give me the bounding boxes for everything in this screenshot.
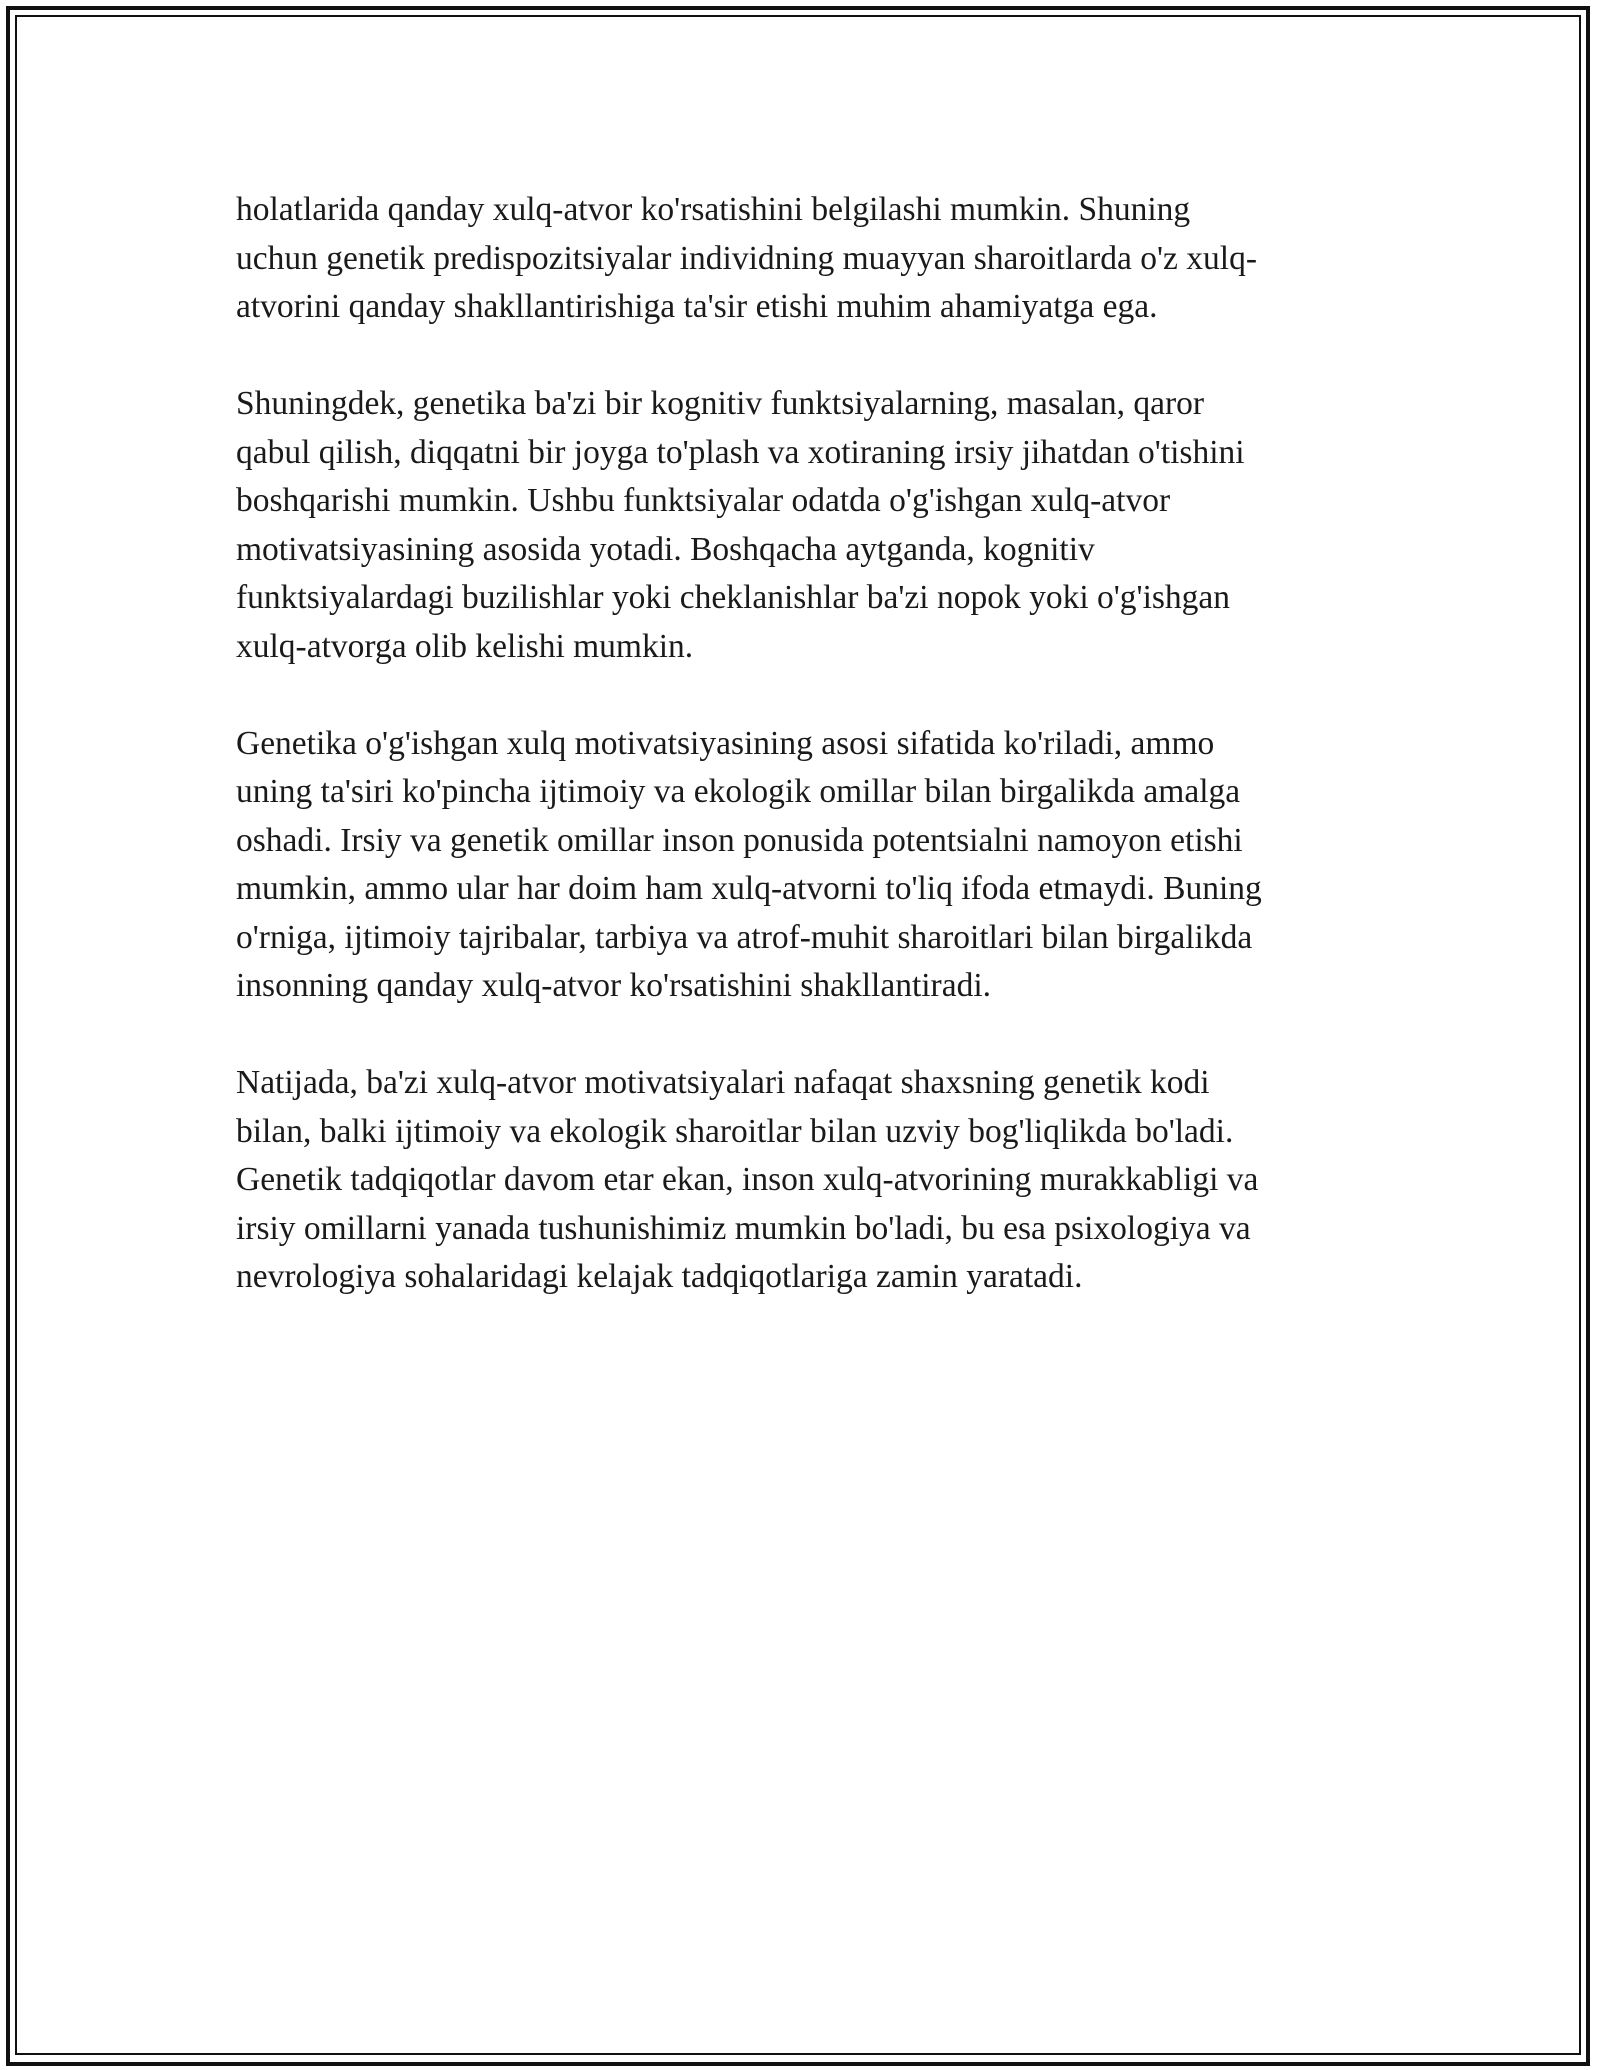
text-line: qabul qilish, diqqatni bir joyga to'plash va xotiraning irsiy jihatdan o'tishini (236, 433, 1245, 471)
text-line: nevrologiya sohalaridagi kelajak tadqiqotlariga zamin yaratadi. (236, 1258, 1083, 1295)
text-line: mumkin, ammo ular har doim ham xulq-atvorni to'liq ifoda etmaydi. Buning (236, 870, 1262, 907)
text-line: Genetik tadqiqotlar davom etar ekan, inson xulq-atvorining murakkabligi va (236, 1161, 1259, 1198)
text-line: holatlarida qanday xulq-atvor ko'rsatishini belgilashi mumkin. Shuning (236, 191, 1191, 228)
text-line: Natijada, ba'zi xulq-atvor motivatsiyalari nafaqat shaxsning genetik kodi (236, 1064, 1210, 1101)
text-line: motivatsiyasining asosida yotadi. Boshqacha aytganda, kognitiv (236, 530, 1095, 568)
text-line: irsiy omillarni yanada tushunishimiz mumkin bo'ladi, bu esa psixologiya va (236, 1209, 1251, 1247)
text-line: boshqarishi mumkin. Ushbu funktsiyalar odatda o'g'ishgan xulq-atvor (236, 482, 1171, 519)
text-line: Shuningdek, genetika ba'zi bir kognitiv funktsiyalarning, masalan, qaror (236, 385, 1204, 422)
text-line: uning ta'siri ko'pincha ijtimoiy va ekologik omillar bilan birgalikda amalga (236, 773, 1241, 810)
text-line: insonning qanday xulq-atvor ko'rsatishini shakllantiradi. (236, 967, 992, 1004)
document-body (236, 186, 1366, 1350)
text-line: o'rniga, ijtimoiy tajribalar, tarbiya va atrof-muhit sharoitlari bilan birgalikda (236, 918, 1253, 956)
paragraph-1 (236, 186, 1366, 332)
text-line: xulq-atvorga olib kelishi mumkin. (236, 627, 694, 665)
text-line: uchun genetik predispozitsiyalar individning muayyan sharoitlarda o'z xulq- (236, 239, 1258, 277)
text-line: funktsiyalardagi buzilishlar yoki cheklanishlar ba'zi nopok yoki o'g'ishgan (236, 579, 1231, 616)
paragraph-4 (236, 1059, 1366, 1302)
text-line: Genetika o'g'ishgan xulq motivatsiyasining asosi sifatida ko'riladi, ammo (236, 724, 1215, 762)
text-line: atvorini qanday shakllantirishiga ta'sir etishi muhim ahamiyatga ega. (236, 288, 1158, 325)
paragraph-2 (236, 380, 1366, 671)
text-line: bilan, balki ijtimoiy va ekologik sharoitlar bilan uzviy bog'liqlikda bo'ladi. (236, 1112, 1234, 1150)
text-line: oshadi. Irsiy va genetik omillar inson ponusida potentsialni namoyon etishi (236, 821, 1243, 859)
paragraph-3 (236, 720, 1366, 1011)
